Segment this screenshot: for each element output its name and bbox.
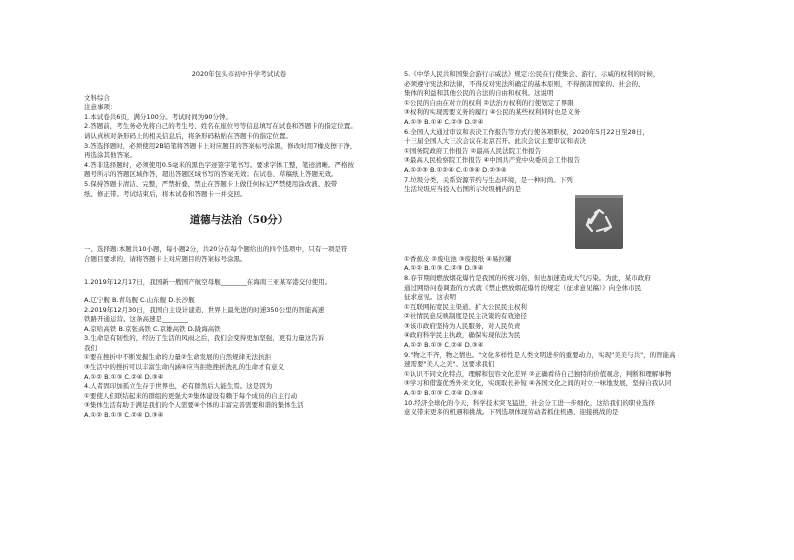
question-line: ①要在挫折中不断发掘生命的力量②生命发展的自然规律无法抗拒 (84, 353, 272, 362)
subject-label: 文科综合 (84, 93, 110, 102)
question-line: ③该市政府坚持为人民服务，对人民负责 (404, 321, 521, 330)
instruction-line: 一、选择题:本题共10小题，每小题2分，共20分在每个题给出的四个选项中，只有一项是符 (84, 245, 348, 254)
question-line: A.①② B.①③ C.②④ D.③④ (84, 372, 164, 381)
bin-figure (404, 195, 730, 255)
question-line: A.①② B.①③ C.②③ D.③④ (404, 264, 484, 273)
question-line: 速需要"美人之美"。这要求我们 (404, 360, 495, 369)
left-column (84, 70, 394, 421)
note-line: 3.答选择题时，必须使用2B铅笔将答题卡上对应题目的答案标号涂黑，修改时用7橡皮擦干净， (84, 141, 357, 150)
note-line: 纸、修正带。考试结束后，将本试卷和答题卡一并交回。 (84, 189, 247, 198)
question-line: 5.《中华人民共和国集会游行示威法》规定:公民在行使集会、游行、示威的权利的时候， (404, 70, 660, 78)
question-line: 十三届全国人大三次会议在北京召开。此次会议主要审议和表决 (404, 137, 586, 146)
question-line: 我们 (84, 343, 97, 352)
question-line: ①公民的自由在对立的权利 ②法治方权利的行使划定了界限 (404, 98, 574, 107)
recycle-bin-image (575, 195, 623, 249)
question-line: 2.2019年12月30日，我国自主设计建造、世界上最先进的时速350公里的智能高速 (84, 305, 325, 314)
question-line: A.①②③ B.①②④ C.①③④ D.②③④ (404, 165, 507, 174)
question-line: 7.垃圾分类，关系资源节约与生态环境，是一种时尚。下列 (404, 175, 573, 184)
note-line: 再选涂其他答案。 (84, 151, 136, 160)
instruction-line: 合题目要求的，请将答题卡上对应题目的答案标号涂黑。 (84, 254, 247, 263)
question-line: ③最高人民检察院工作报告 ④中国共产党中央委员会工作报告 (404, 156, 581, 165)
right-column (404, 70, 730, 418)
question-line: 1.2019年12月17日，我国新一艘国产航空母舰________在海南三亚某军港交付使用。 (84, 278, 332, 287)
note-line: 1.本试卷共6页，满分100分。考试时间为90分钟。 (84, 112, 233, 121)
recycle-icon (585, 209, 613, 235)
question-line: 征求意见。这表明 (404, 293, 456, 302)
notes-heading: 注意事项： (84, 103, 117, 112)
question-line: ③集体生活有助于满足我们的个人需要④个体的丰富完善需要和谐的集体生活 (84, 401, 304, 410)
section-title: 道德与法治（50分） (189, 214, 289, 227)
question-line: 意义带来更多的机遇和挑战。下列选项体现劳动者抓住机遇、迎接挑战的是 (404, 408, 619, 417)
question-line: ④政府科学民主执政，确保实现依法为民 (404, 331, 521, 340)
question-line: ③学习和借鉴优秀外来文化，实现取长补短 ④各国文化之间的对立一味地发展，坚持自我认同 (404, 379, 672, 388)
question-line: 生活垃圾应当投入右图所示垃圾桶内的是 (404, 185, 521, 194)
note-line: 2.答题前，考生务必先将自己的考生号、姓名在座位号等信息填写在试卷和答题卡的指定位置。 (84, 122, 357, 131)
question-line: ③生活中的挫折可以丰富生命内涵④应当拒绝挫折洗礼的生命才有意义 (84, 363, 285, 372)
question-line: 9."物之不齐，物之情也。"文化多样性是人类文明进步的重要动力，实现"美美与共"，的智能高 (404, 350, 676, 359)
note-line: 4.答非选择题时，必须使用0.5毫米的黑色字迹签字笔书写。要求字体工整，笔迹清晰。严格按 (84, 160, 355, 169)
question-line: 4.人者固印加孤立生存于世界也，必有群然后人能生焉。这是因为 (84, 382, 273, 391)
question-line: A.①② B.①③ C.②④ D.③④ (404, 341, 484, 350)
question-line: 必须遵守宪法和法律，不得反对宪法所确定的基本原则，不得损害国家的、社会的、 (404, 79, 645, 88)
question-line: ①认识不同文化特点，理解和包容文化差异 ②正确看待自己独特的价值观念，判断和理解事物 (404, 369, 672, 378)
question-line: 铁路开通运营。这条高速是________ (84, 315, 188, 324)
note-line: 题号所示的答题区域作答，超出答题区域书写的答案无效；在试卷、草稿纸上答题无效。 (84, 170, 338, 179)
note-line: 5.保持答题卡清洁、完整，严禁折叠，禁止在答题卡上做任何标记严禁使用涂改液、胶带 (84, 179, 338, 188)
question-line: ①国务院政府工作报告 ②最高人民法院工作报告 (404, 146, 542, 155)
question-line: ①香蕉皮 ②废电池 ③废报纸 ④易拉罐 (404, 254, 512, 263)
question-line: 6.全国人大通过审议和表决工作报告等方式行使各项职权，2020年5月22日至28日， (404, 127, 649, 136)
question-line: A.①② B.①③ C.②④ D.③④ (404, 389, 484, 398)
question-line: 通过网络问卷调查的方式就《禁止燃放烟花爆竹的规定（征求意见稿）》向全体市民 (404, 283, 642, 292)
question-line: 10.经济全球化的今天，科学技术突飞猛进，社会分工进一步细化，这给我们的职业选择 (404, 398, 655, 407)
question-line: A.①③ B.①④ C.②③ D.②④ (404, 117, 484, 126)
question-line: A.辽宁舰 B.青岛舰 C.山东舰 D.长沙舰 (84, 295, 195, 304)
question-line: ②社情民意反映制度是民主决策的有效途径 (404, 312, 527, 321)
question-line: 集体的利益和其他公民的合法的自由和权利。这说明 (404, 89, 554, 98)
question-line: 8.春节期间燃放烟花爆竹是我国的传统习俗，但也加速造成大气污染。为此，某市政府 (404, 273, 651, 282)
question-line: ①要使人们联结起来的群组的更强大②集体建设有赖于每个成员的自主行动 (84, 391, 298, 400)
question-line: A.京哈高铁 B.京张高铁 C.京雄高铁 D.陇海高铁 (84, 324, 221, 333)
exam-title: 2020年包头市初中升学考试试卷 (191, 70, 287, 78)
question-line: ①互联网拓宽民主渠道、扩大公民民主权利 (404, 302, 527, 311)
question-line: A.①② B.①③ C.②④ D.③④ (84, 411, 164, 420)
question-line: 3.生命是有韧性的，经历了生活的风雨之后，我们会变得更加坚强，更有力量这告诉 (84, 334, 325, 343)
note-line: 请认真核对条形码上的相关信息后，将条形码粘贴在答题卡的指定位置。 (84, 131, 292, 140)
question-line: ③权利的实现需要义务的履行 ④公民的某些权利同时也是义务 (404, 108, 581, 117)
